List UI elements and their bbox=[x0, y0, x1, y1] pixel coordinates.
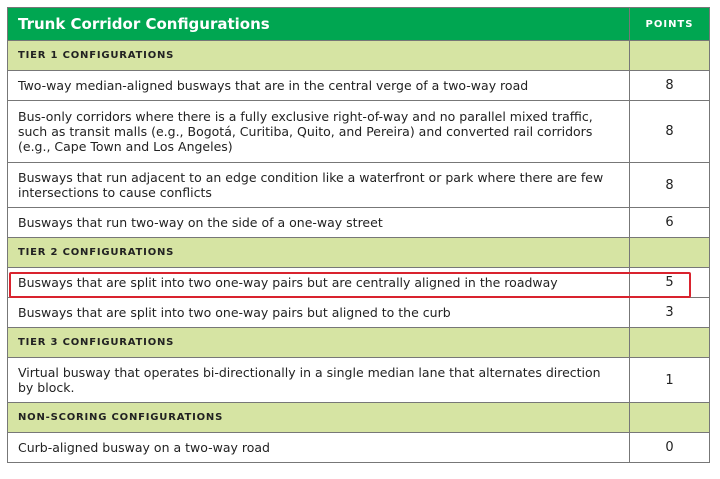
tier-1-header bbox=[8, 41, 710, 71]
tier-label: NON-SCORING CONFIGURATIONS bbox=[8, 403, 630, 433]
table-row bbox=[8, 358, 710, 403]
trunk-corridor-table bbox=[7, 7, 710, 463]
points-value: 1 bbox=[630, 358, 710, 403]
non-scoring-header bbox=[8, 403, 710, 433]
table-row bbox=[8, 433, 710, 463]
table-row bbox=[8, 208, 710, 238]
tier-2-header bbox=[8, 238, 710, 268]
table-row-highlighted bbox=[8, 268, 710, 298]
points-value: 8 bbox=[630, 163, 710, 208]
points-value: 8 bbox=[630, 101, 710, 163]
tier-3-header bbox=[8, 328, 710, 358]
table-row bbox=[8, 71, 710, 101]
configuration-text: Curb-aligned busway on a two-way road bbox=[8, 433, 630, 463]
configuration-text: Busways that are split into two one-way pairs but are centrally aligned in the roadway bbox=[8, 268, 630, 298]
points-value: 8 bbox=[630, 71, 710, 101]
table-row bbox=[8, 101, 710, 163]
configuration-text: Two-way median-aligned busways that are in the central verge of a two-way road bbox=[8, 71, 630, 101]
points-value: 0 bbox=[630, 433, 710, 463]
configuration-text: Busways that run two-way on the side of a one-way street bbox=[8, 208, 630, 238]
configuration-text: Bus-only corridors where there is a fully exclusive right-of-way and no parallel mixed traffic, such as transit malls (e.g., Bogotá, Curitiba, Quito, and Pereira) and converted rail corridors (e.g., Cape Town and Los Angeles) bbox=[8, 101, 630, 163]
tier-label: TIER 1 CONFIGURATIONS bbox=[8, 41, 630, 71]
table-title: Trunk Corridor Configurations bbox=[8, 8, 630, 41]
configuration-text: Busways that are split into two one-way pairs but aligned to the curb bbox=[8, 298, 630, 328]
table-header bbox=[8, 8, 710, 41]
points-value: 3 bbox=[630, 298, 710, 328]
points-value: 6 bbox=[630, 208, 710, 238]
configuration-text: Virtual busway that operates bi-directionally in a single median lane that alternates direction by block. bbox=[8, 358, 630, 403]
table-row bbox=[8, 163, 710, 208]
points-column-header: POINTS bbox=[630, 8, 710, 41]
configuration-text: Busways that run adjacent to an edge condition like a waterfront or park where there are few intersections to cause conflicts bbox=[8, 163, 630, 208]
tier-label: TIER 2 CONFIGURATIONS bbox=[8, 238, 630, 268]
table-row bbox=[8, 298, 710, 328]
points-value: 5 bbox=[630, 268, 710, 298]
tier-label: TIER 3 CONFIGURATIONS bbox=[8, 328, 630, 358]
